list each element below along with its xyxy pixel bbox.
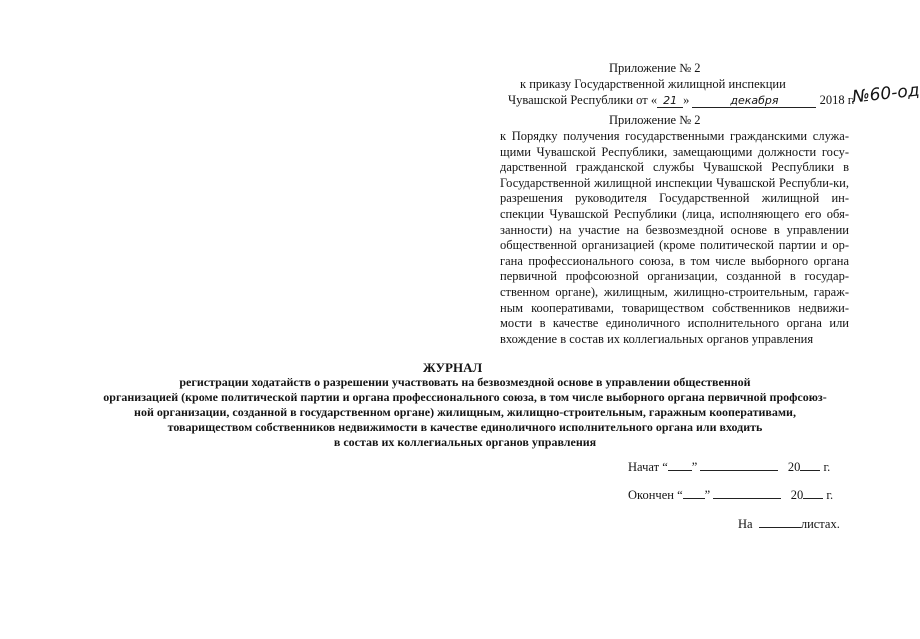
appendix-order-line: к приказу Государственной жилищной инспекции xyxy=(520,77,786,91)
ended-field xyxy=(628,488,833,503)
quote-close: ” xyxy=(704,488,711,502)
year-blank xyxy=(803,488,823,499)
appendix-header xyxy=(508,60,855,108)
year-prefix: 20 xyxy=(787,460,801,474)
sheets-label: листах. xyxy=(800,517,840,531)
year-suffix: г. xyxy=(826,488,834,502)
on-label: На xyxy=(738,517,753,531)
appendix2-title: Приложение № 2 xyxy=(609,113,701,127)
ended-label: Окончен xyxy=(628,488,674,502)
date-year: 2018 г. xyxy=(819,93,855,107)
quote-close: ” xyxy=(691,460,698,474)
journal-line-5: в состав их коллегиальных органов управления xyxy=(333,435,597,449)
year-blank xyxy=(800,460,820,471)
journal-title: ЖУРНАЛ xyxy=(422,360,483,375)
journal-line-4: товариществом собственников недвижимости в качестве единоличного исполнительного органа или входить xyxy=(167,420,763,434)
month-blank xyxy=(713,488,781,499)
appendix2-text: к Порядку получения государственными гражданскими служа-щими Чувашской Республики, замещающими должности госу-дарственной гражданской службы Чувашской Республики в Государственной жилищной инспекции Чувашской Республи-ки, разрешения руководителя Государственной жилищной ин-спекции Чувашской Республики (лица, исполняющего его обя-занности) на участие на безвозмездной основе в управлении общественной организацией (кроме политической партии и ор-гана профессионального союза, в том числе выборного органа первичной профсоюзной организации, созданной в государ-ственном органе), жилищным, жилищно-строительным, гараж-ным кооперативами, товариществом собственников недвижи-мости в качестве единоличного исполнительного органа или вхождение в состав их коллегиальных органов управления xyxy=(500,129,849,346)
day-blank xyxy=(668,460,692,471)
started-field xyxy=(628,460,830,475)
quote-open: “ xyxy=(677,488,683,502)
order-number-handwritten: №60-од xyxy=(851,80,920,108)
day-blank xyxy=(683,488,705,499)
date-quote-close: » xyxy=(683,93,690,107)
journal-line-1: регистрации ходатайств о разрешении участвовать на безвозмездной основе в управлении общественной xyxy=(179,375,751,389)
journal-line-2: организацией (кроме политической партии и органа профессионального союза, в том числе выборного органа первичной профсоюз- xyxy=(103,390,827,404)
year-prefix: 20 xyxy=(790,488,804,502)
date-month: декабря xyxy=(692,94,816,108)
date-prefix: Чувашской Республики от « xyxy=(508,93,658,107)
journal-line-3: ной организации, созданной в государственном органе) жилищным, жилищно-строительным, гаражным кооперативами, xyxy=(134,405,796,419)
year-suffix: г. xyxy=(823,460,831,474)
journal-subtitle xyxy=(80,375,850,450)
appendix-date-line xyxy=(508,92,855,108)
date-day: 21 xyxy=(657,94,683,108)
started-label: Начат xyxy=(628,460,660,474)
sheets-blank xyxy=(759,517,801,528)
quote-open: “ xyxy=(662,460,668,474)
appendix-title: Приложение № 2 xyxy=(609,61,701,75)
month-blank xyxy=(700,460,778,471)
sheets-field xyxy=(738,517,840,532)
